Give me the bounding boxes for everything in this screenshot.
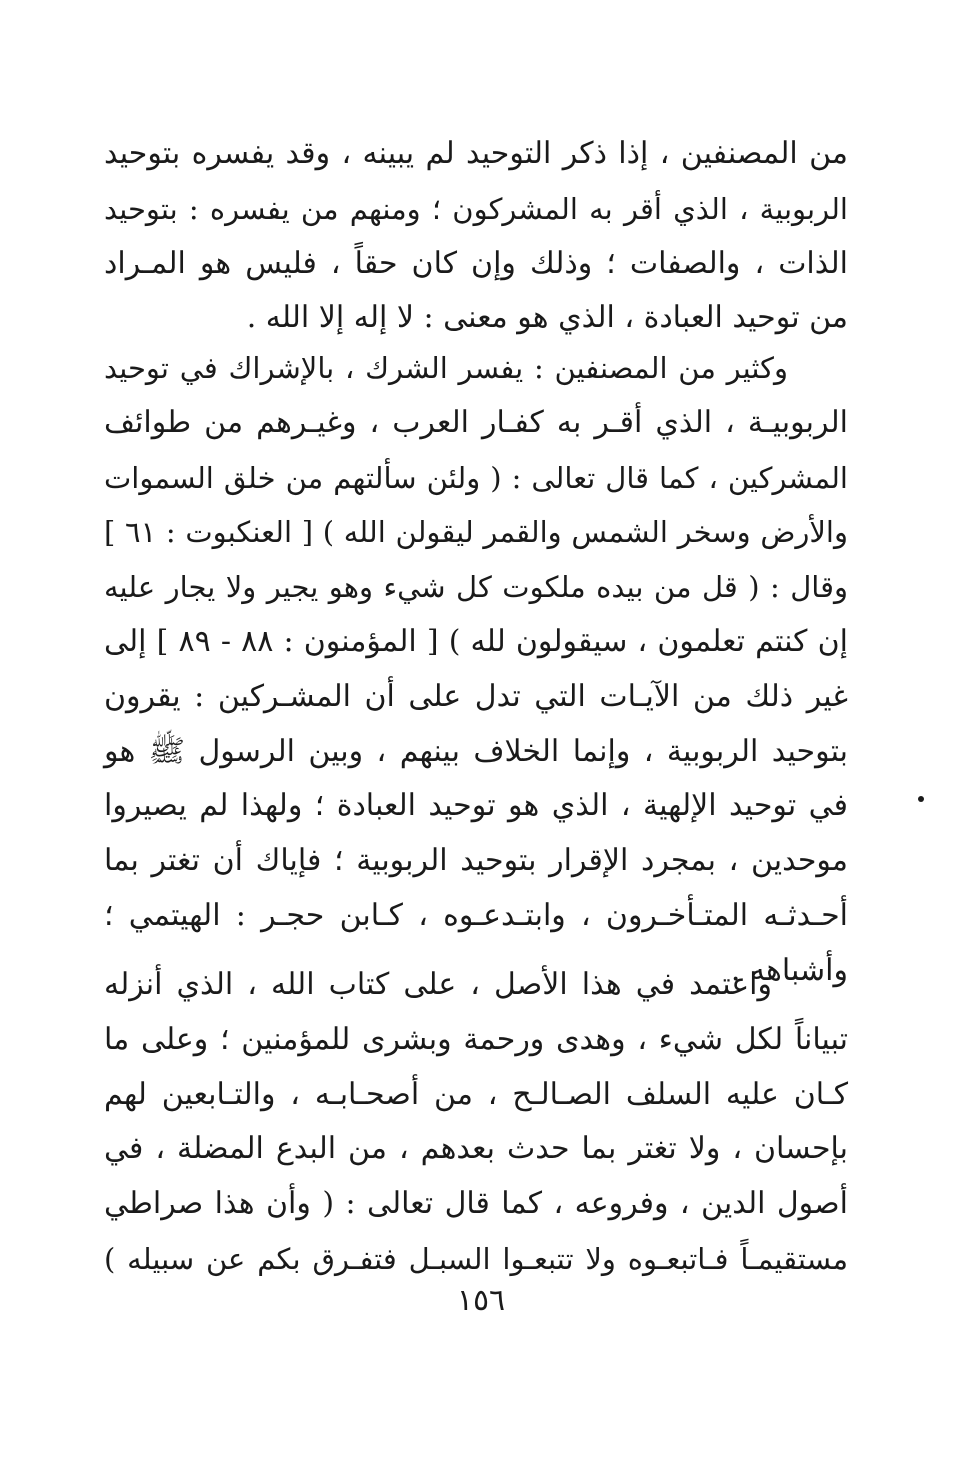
paragraph-3 [104, 958, 848, 1287]
text-line: الربوبيـة ، الذي أقـر به كفـار العرب ، وغيـرهم من طوائف [104, 404, 848, 440]
text-line: من توحيد العبادة ، الذي هو معنى : لا إله إلا الله . [246, 300, 848, 336]
text-line: في توحيد الإلهية ، الذي هو توحيد العبادة ؛ ولهذا لم يصيروا [104, 788, 848, 824]
text-line: إن كنتم تعلمون ، سيقولون لله ) [ المؤمنون : ٨٨ - ٨٩ ] إلى [104, 623, 848, 659]
text-line: موحدين ، بمجرد الإقرار بتوحيد الربوبية ؛ فإياك أن تغتر بما [104, 843, 848, 879]
text-line: وأشباهه . [730, 952, 848, 988]
paragraph-1 [104, 127, 848, 346]
text-line: واعتمد في هذا الأصل ، على كتاب الله ، الذي أنزله [104, 967, 772, 1002]
text-line: المشركين ، كما قال تعالى : ( ولئن سألتهم من خلق السموات [104, 460, 848, 495]
text-line: بتوحيد الربوبية ، وإنما الخلاف بينهم ، وبين الرسول ﷺ هو [104, 733, 848, 769]
text-line: الذات ، والصفات ؛ وذلك وإن كان حقاً ، فليس هو المـراد [104, 245, 848, 281]
text-line: الربوبية ، الذي أقر به المشركون ؛ ومنهم من يفسره : بتوحيد [104, 191, 848, 226]
text-line: من المصنفين ، إذا ذكر التوحيد لم يبينه ، وقد يفسره بتوحيد [104, 136, 848, 171]
page-number: ١٥٦ [456, 1283, 506, 1318]
margin-dot-mark [918, 796, 924, 802]
text-line: أحـدثـه المتـأخـرون ، وابتـدعـوه ، كـابن حجـر : الهيتمي ؛ [104, 897, 848, 933]
text-line: والأرض وسخر الشمس والقمر ليقولن الله ) [ العنكبوت : ٦١ ] [104, 515, 848, 550]
text-line: مستقيمـاً فـاتبعـوه ولا تتبعـوا السبـل فتفـرق بكم عن سبيله ) [104, 1241, 848, 1276]
text-line: وكثير من المصنفين : يفسر الشرك ، بالإشراك في توحيد [104, 351, 788, 385]
text-line: بإحسان ، ولا تغتر بما حدث بعدهم ، من البدع المضلة ، في [104, 1131, 848, 1167]
text-line: غير ذلك من الآيـات التي تدل على أن المشـركين : يقرون [104, 678, 848, 714]
text-line: وقال : ( قل من بيده ملكوت كل شيء وهو يجير ولا يجار عليه [104, 570, 848, 605]
text-line: كـان عليه السلف الصـالـح ، من أصحـابـه ، والتـابعين لهم [104, 1076, 848, 1112]
text-line: أصول الدين ، وفروعه ، كما قال تعالى : ( وأن هذا صراطي [104, 1186, 848, 1222]
text-line: تبياناً لكل شيء ، وهدى ورحمة وبشرى للمؤمنين ؛ وعلى ما [104, 1021, 848, 1057]
paragraph-2 [104, 341, 848, 999]
